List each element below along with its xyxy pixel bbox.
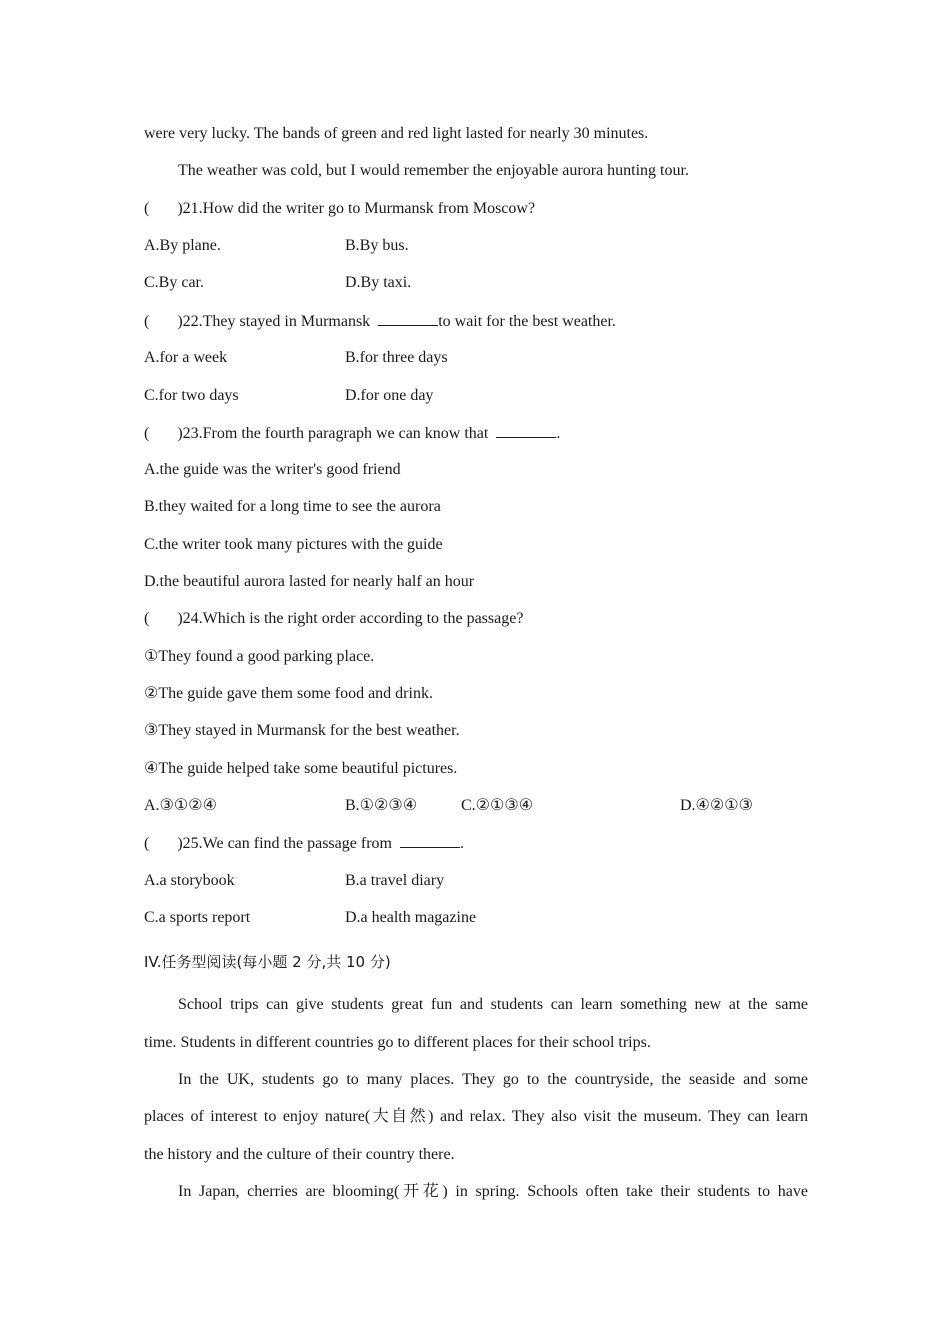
- section-heading: IV.任务型阅读(每小题 2 分,共 10 分): [144, 953, 391, 971]
- option-b: B.①②③④: [345, 797, 418, 814]
- paragraph-line: the history and the culture of their country there.: [144, 1146, 455, 1163]
- question-25: [144, 833, 464, 854]
- question-22: [144, 311, 616, 332]
- answer-bracket-open: (: [144, 313, 150, 330]
- answer-bracket-open: (: [144, 835, 150, 852]
- paragraph-line: School trips can give students great fun and students can learn something new at the same: [178, 996, 808, 1013]
- passage-line: The weather was cold, but I would remember the enjoyable aurora hunting tour.: [178, 162, 689, 179]
- option-a: A.a storybook: [144, 872, 235, 889]
- fill-in-blank[interactable]: [378, 311, 438, 326]
- fill-in-blank[interactable]: [400, 833, 460, 848]
- order-item-2: ②The guide gave them some food and drink.: [144, 685, 433, 702]
- question-23: [144, 423, 560, 444]
- order-item-3: ③They stayed in Murmansk for the best weather.: [144, 722, 460, 739]
- order-item-1: ①They found a good parking place.: [144, 648, 375, 665]
- question-stem: )24.Which is the right order according to the passage?: [177, 610, 524, 627]
- option-a: A.By plane.: [144, 237, 221, 254]
- question-stem: )21.How did the writer go to Murmansk from Moscow?: [177, 200, 536, 217]
- order-item-4: ④The guide helped take some beautiful pictures.: [144, 760, 458, 777]
- option-d: D.a health magazine: [345, 909, 477, 926]
- option-b: B.a travel diary: [345, 872, 445, 889]
- question-stem: )22.They stayed in Murmansk: [177, 313, 371, 330]
- option-d: D.④②①③: [680, 797, 753, 814]
- option-a: A.the guide was the writer's good friend: [144, 461, 401, 478]
- option-c: C.a sports report: [144, 909, 251, 926]
- option-a: A.③①②④: [144, 797, 217, 814]
- option-d: D.for one day: [345, 387, 434, 404]
- question-stem: )25.We can find the passage from: [177, 835, 392, 852]
- option-c: C.②①③④: [461, 797, 534, 814]
- option-d: D.the beautiful aurora lasted for nearly half an hour: [144, 573, 475, 590]
- option-c: C.for two days: [144, 387, 239, 404]
- question-stem-tail: to wait for the best weather.: [438, 313, 616, 330]
- answer-bracket-open: (: [144, 425, 150, 442]
- option-b: B.they waited for a long time to see the aurora: [144, 498, 441, 515]
- question-stem: )23.From the fourth paragraph we can know that: [177, 425, 489, 442]
- question-21: [144, 199, 535, 219]
- option-c: C.the writer took many pictures with the guide: [144, 536, 443, 553]
- answer-bracket-open: (: [144, 200, 150, 217]
- paragraph-line: time. Students in different countries go to different places for their school trips.: [144, 1034, 651, 1051]
- passage-line: were very lucky. The bands of green and red light lasted for nearly 30 minutes.: [144, 125, 649, 142]
- option-b: B.By bus.: [345, 237, 409, 254]
- question-24: [144, 609, 523, 629]
- question-stem-tail: .: [556, 425, 561, 442]
- option-a: A.for a week: [144, 349, 228, 366]
- question-stem-tail: .: [459, 835, 464, 852]
- paragraph-line: In Japan, cherries are blooming(开花) in spring. Schools often take their students to have: [178, 1183, 808, 1200]
- option-b: B.for three days: [345, 349, 448, 366]
- paragraph-line: In the UK, students go to many places. They go to the countryside, the seaside and some: [178, 1071, 808, 1088]
- paragraph-line: places of interest to enjoy nature(大自然) and relax. They also visit the museum. They can learn: [144, 1108, 808, 1125]
- option-c: C.By car.: [144, 274, 204, 291]
- answer-bracket-open: (: [144, 610, 150, 627]
- fill-in-blank[interactable]: [496, 423, 556, 438]
- option-d: D.By taxi.: [345, 274, 412, 291]
